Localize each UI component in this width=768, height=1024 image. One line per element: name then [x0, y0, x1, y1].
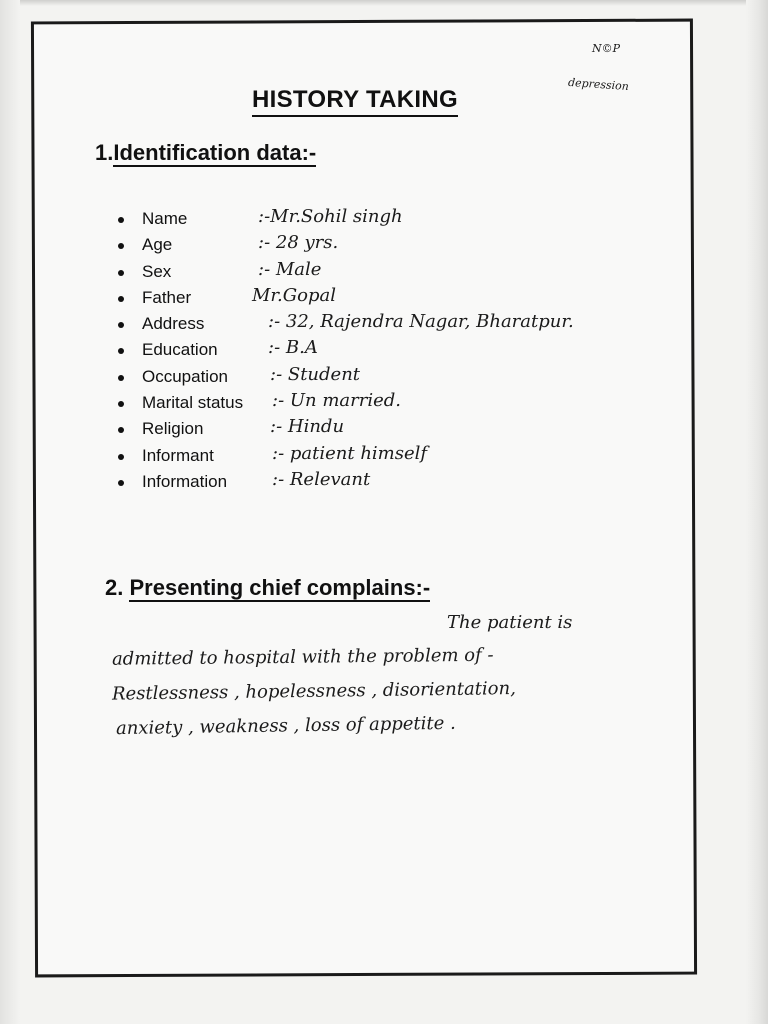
bullet-icon: [118, 427, 124, 433]
field-value: :- Relevant: [272, 468, 371, 490]
section-number: 2.: [105, 575, 124, 600]
field-label: Education: [142, 340, 218, 360]
complaint-line: Restlessness , hopelessness , disorientation,: [111, 677, 517, 705]
bullet-icon: [118, 454, 124, 460]
field-value: :- B.A: [268, 337, 318, 359]
bullet-icon: [118, 480, 124, 486]
field-label: Address: [142, 314, 205, 334]
field-value: :- 32, Rajendra Nagar, Bharatpur.: [268, 311, 574, 333]
field-row-education: [118, 339, 678, 365]
field-label: Informant: [142, 445, 214, 465]
field-label: Sex: [142, 261, 172, 281]
field-label: Name: [142, 209, 188, 228]
field-row-father: [118, 284, 678, 313]
margin-note-diagnosis: depression: [567, 75, 630, 94]
page-title: HISTORY TAKING: [252, 86, 458, 117]
section-title: Identification data:-: [113, 140, 317, 165]
field-row-sex: [118, 258, 678, 287]
field-label: Occupation: [142, 366, 228, 386]
field-value: :- Un married.: [272, 390, 402, 412]
complaint-line: The patient is: [447, 612, 573, 633]
bullet-icon: [118, 217, 124, 223]
field-row-information: [118, 468, 678, 497]
field-label: Age: [142, 235, 173, 255]
field-value: Mr.Gopal: [252, 284, 337, 306]
margin-note-ncp: N©P: [592, 42, 621, 55]
field-label: Information: [142, 471, 228, 491]
page-edge-left: [0, 0, 20, 1024]
field-row-name: [118, 208, 678, 234]
field-value: :- Male: [258, 258, 322, 280]
field-value: :- Student: [270, 363, 361, 385]
section-number: 1.: [95, 140, 114, 165]
bullet-icon: [118, 270, 124, 276]
bullet-icon: [118, 296, 124, 302]
field-row-occupation: [118, 363, 678, 392]
bullet-icon: [118, 348, 124, 354]
field-value: :-Mr.Sohil singh: [258, 206, 403, 227]
field-value: :- 28 yrs.: [258, 232, 339, 254]
bullet-icon: [118, 243, 124, 249]
field-row-age: [118, 234, 678, 260]
field-label: Father: [142, 287, 192, 307]
identification-list: [118, 208, 678, 497]
complaint-line: admitted to hospital with the problem of -: [111, 644, 494, 670]
page-edge-right: [746, 0, 768, 1024]
page-edge-top: [0, 0, 768, 6]
field-value: :- patient himself: [272, 442, 428, 464]
complaint-line: anxiety , weakness , loss of appetite .: [115, 712, 456, 740]
complaint-paragraph: [112, 606, 632, 742]
bullet-icon: [118, 401, 124, 407]
bullet-icon: [118, 375, 124, 381]
field-label: Religion: [142, 419, 204, 439]
field-row-informant: [118, 442, 678, 471]
section-complaints-heading: [105, 575, 430, 601]
bullet-icon: [118, 322, 124, 328]
field-label: Marital status: [142, 393, 244, 413]
field-row-religion: [118, 418, 678, 444]
field-value: :- Hindu: [270, 416, 345, 438]
section-identification-heading: [95, 140, 316, 166]
field-row-marital-status: [118, 392, 678, 418]
section-title: Presenting chief complains:-: [129, 575, 431, 600]
field-row-address: [118, 313, 678, 339]
